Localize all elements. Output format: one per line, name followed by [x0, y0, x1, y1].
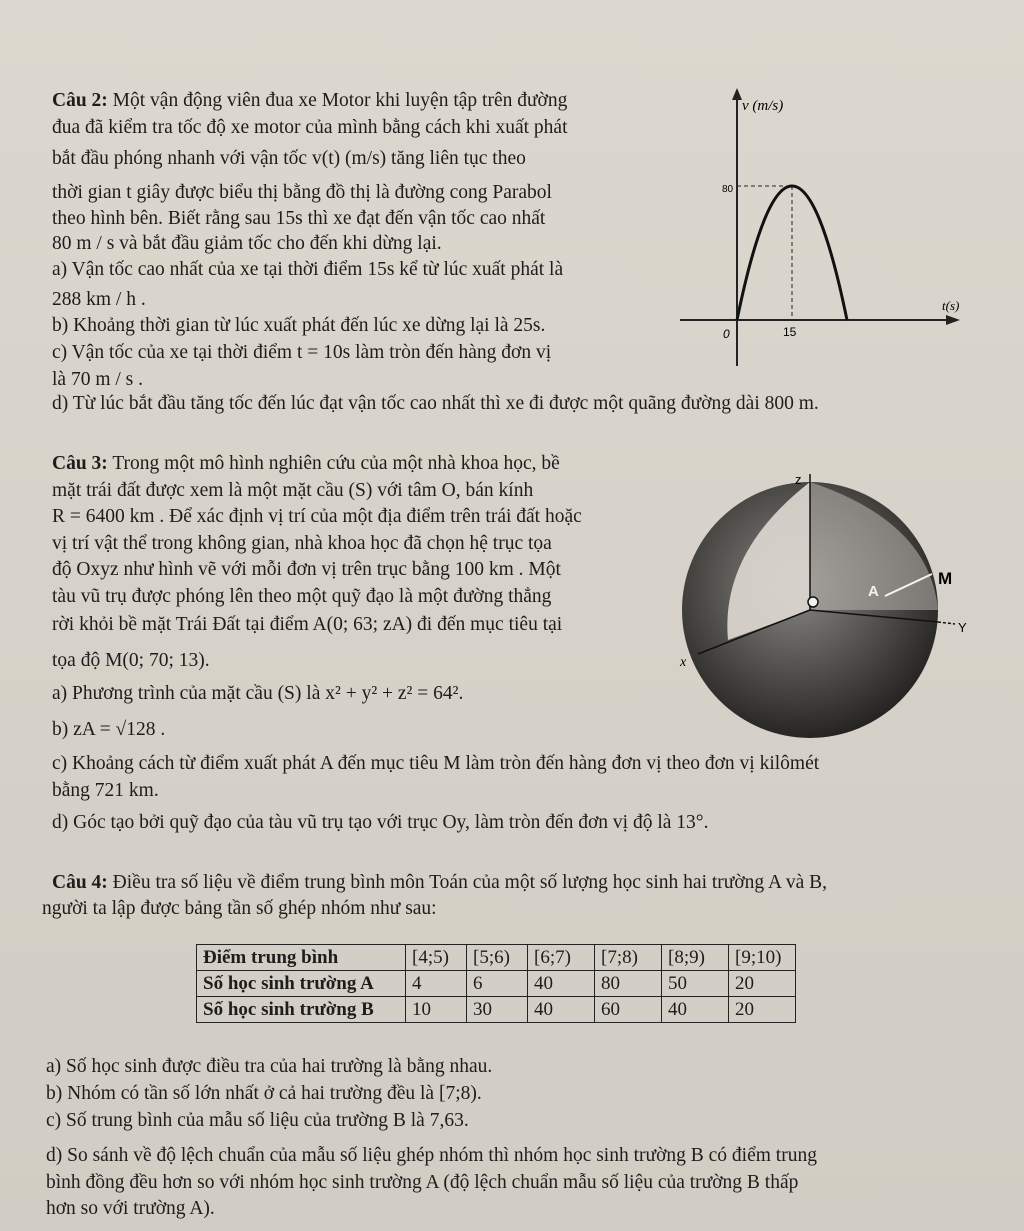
q3-title: Câu 3:: [52, 453, 108, 474]
peak-v-label: 80: [722, 184, 734, 195]
table-cell: 40: [662, 997, 729, 1023]
q4-text-1: Điều tra số liệu về điểm trung bình môn Toán của một số lượng học sinh hai trường A và B,: [112, 872, 827, 893]
table-cell: [5;6): [467, 945, 528, 971]
q3-line-7: rời khỏi bề mặt Trái Đất tại điểm A(0; 63; zA) đi đến mục tiêu tại: [52, 614, 563, 635]
q2-item-c: c) Vận tốc của xe tại thời điểm t = 10s làm tròn đến hàng đơn vị: [52, 342, 552, 363]
table-cell: 50: [662, 971, 729, 997]
table-cell: 20: [729, 997, 796, 1023]
q3-item-d: d) Góc tạo bởi quỹ đạo của tàu vũ trụ tạo với trục Oy, làm tròn đến đơn vị độ là 13°.: [52, 812, 709, 833]
table-cell: [6;7): [528, 945, 595, 971]
table-row: [197, 997, 796, 1023]
x-label: x: [680, 655, 687, 670]
table-cell: Điểm trung bình: [197, 945, 406, 971]
table-cell: [7;8): [595, 945, 662, 971]
table-cell: 20: [729, 971, 796, 997]
t-axis-arrow: [946, 315, 960, 325]
q2-item-a-cont: 288 km / h .: [52, 289, 146, 310]
velocity-graph: [680, 84, 980, 374]
q4-item-a: a) Số học sinh được điều tra của hai trường là bằng nhau.: [46, 1056, 493, 1077]
q2-item-a: a) Vận tốc cao nhất của xe tại thời điểm 15s kể từ lúc xuất phát là: [52, 259, 564, 280]
q2-line-2: đua đã kiểm tra tốc độ xe motor của mình bằng cách khi xuất phát: [52, 117, 568, 138]
table-cell: 6: [467, 971, 528, 997]
q2-title: Câu 2:: [52, 90, 108, 111]
z-label: z: [795, 472, 802, 487]
q4-item-d-cont2: hơn so với trường A).: [46, 1198, 215, 1219]
q3-line-3: R = 6400 km . Để xác định vị trí của một địa điểm trên trái đất hoặc: [52, 506, 582, 527]
center-point: [808, 597, 818, 607]
q2-line-3: bắt đầu phóng nhanh với vận tốc v(t) (m/s) tăng liên tục theo: [52, 148, 526, 169]
sphere-figure: [670, 462, 1010, 744]
m-label: M: [938, 569, 953, 588]
table-cell: 10: [406, 997, 467, 1023]
q2-text-1: Một vận động viên đua xe Motor khi luyện tập trên đường: [112, 90, 568, 111]
q3-item-a: a) Phương trình của mặt cầu (S) là x² + y² + z² = 64².: [52, 683, 464, 704]
q3-line-2: mặt trái đất được xem là một mặt cầu (S) với tâm O, bán kính: [52, 480, 534, 501]
table-cell: 60: [595, 997, 662, 1023]
q4-item-d-cont: bình đồng đều hơn so với nhóm học sinh trường A (độ lệch chuẩn mẫu số liệu của trường B thấp: [46, 1172, 799, 1193]
q4-title: Câu 4:: [52, 872, 108, 893]
table-cell: 30: [467, 997, 528, 1023]
q3-line-6: tàu vũ trụ được phóng lên theo một quỹ đạo là một đường thẳng: [52, 586, 552, 607]
table-cell: 40: [528, 971, 595, 997]
q3-line-8: tọa độ M(0; 70; 13).: [52, 650, 210, 671]
y-label: Y: [958, 620, 967, 635]
a-label: A: [868, 583, 879, 600]
y-axis-ext: [938, 622, 955, 624]
t-axis-label: t(s): [942, 298, 960, 313]
table-cell: 80: [595, 971, 662, 997]
table-cell: 4: [406, 971, 467, 997]
q3-text-1: Trong một mô hình nghiên cứu của một nhà khoa học, bề: [112, 453, 560, 474]
q2-line-6: 80 m / s và bắt đầu giảm tốc cho đến khi dừng lại.: [52, 233, 442, 254]
q2-line-4: thời gian t giây được biểu thị bằng đồ thị là đường cong Parabol: [52, 182, 552, 203]
peak-t-label: 15: [783, 325, 797, 339]
q2-item-c-cont: là 70 m / s .: [52, 369, 143, 390]
q3-item-c-cont: bằng 721 km.: [52, 780, 159, 801]
q4-line-1: [52, 870, 827, 897]
v-axis-arrow: [732, 88, 742, 100]
q3-line-1: [52, 451, 560, 478]
table-cell: [4;5): [406, 945, 467, 971]
q2-line-1: [52, 88, 567, 115]
q2-item-d: d) Từ lúc bắt đầu tăng tốc đến lúc đạt vận tốc cao nhất thì xe đi được một quãng đường dài 800 m.: [52, 393, 819, 414]
q3-line-5: độ Oxyz như hình vẽ với mỗi đơn vị trên trục bằng 100 km . Một: [52, 559, 561, 580]
q4-item-c: c) Số trung bình của mẫu số liệu của trường B là 7,63.: [46, 1110, 469, 1131]
frequency-table: [196, 944, 796, 1023]
q3-line-4: vị trí vật thể trong không gian, nhà khoa học đã chọn hệ trục tọa: [52, 533, 552, 554]
table-row: [197, 945, 796, 971]
q4-item-d: d) So sánh về độ lệch chuẩn của mẫu số liệu ghép nhóm thì nhóm học sinh trường B có điểm trung: [46, 1145, 817, 1166]
q4-line-2: người ta lập được bảng tần số ghép nhóm như sau:: [42, 898, 437, 919]
q2-item-b: b) Khoảng thời gian từ lúc xuất phát đến lúc xe dừng lại là 25s.: [52, 315, 546, 336]
table-cell: [9;10): [729, 945, 796, 971]
table-row: [197, 971, 796, 997]
v-axis-label: v (m/s): [742, 98, 784, 114]
q3-item-c: c) Khoảng cách từ điểm xuất phát A đến mục tiêu M làm tròn đến hàng đơn vị theo đơn vị kilômét: [52, 753, 820, 774]
q2-line-5: theo hình bên. Biết rằng sau 15s thì xe đạt đến vận tốc cao nhất: [52, 208, 546, 229]
table-cell: [8;9): [662, 945, 729, 971]
table-cell: 40: [528, 997, 595, 1023]
table-cell: Số học sinh trường A: [197, 971, 406, 997]
q4-item-b: b) Nhóm có tần số lớn nhất ở cả hai trường đều là [7;8).: [46, 1083, 482, 1104]
table-cell: Số học sinh trường B: [197, 997, 406, 1023]
origin-label: 0: [723, 327, 730, 341]
q3-item-b: b) zA = √128 .: [52, 719, 166, 740]
